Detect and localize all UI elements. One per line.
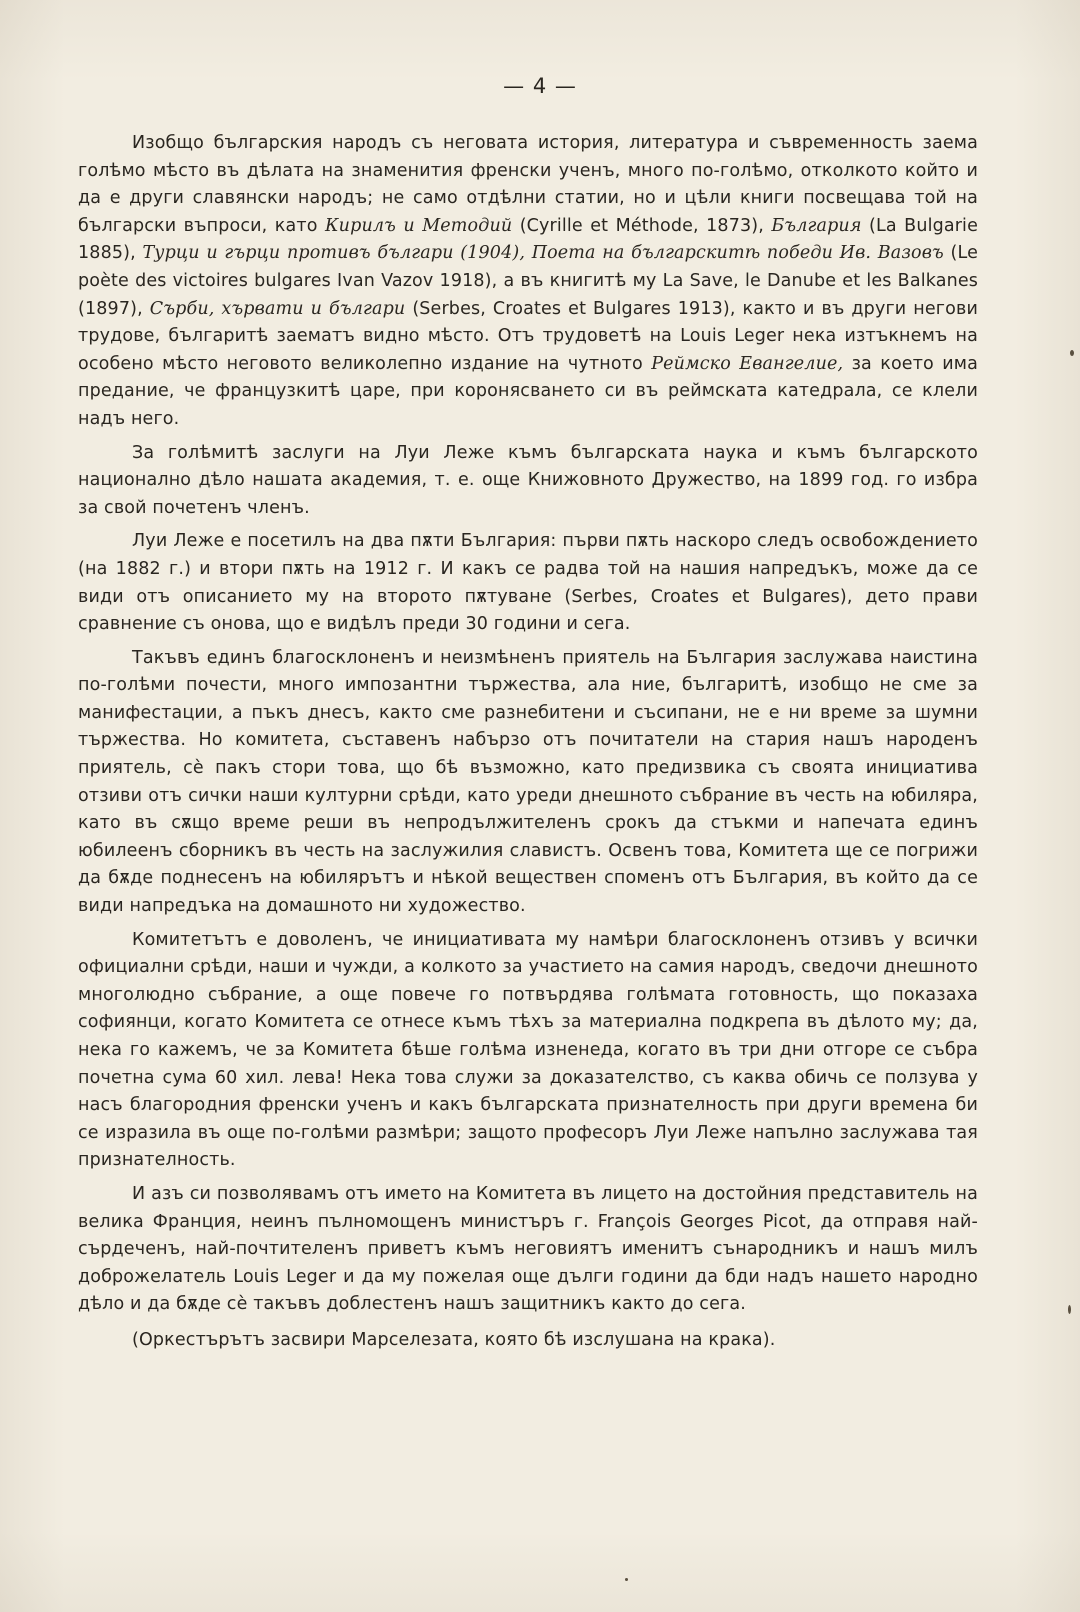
- text-run: И азъ си позволявамъ отъ името на Комитета въ лицето на достойния представитель на велика Франция, неинъ пълномощенъ министъръ г. François Georges Picot, да отправя най-сърдеченъ, най-почтителенъ приветъ къмъ неговиятъ именитъ сънародникъ и нашъ милъ доброжелатель Louis Leger и да му пожелая още дълги години да бди надъ нашето народно дѣло и да бѫде сè такъвъ доблестенъ нашъ защитникъ както до сега.: [78, 1183, 978, 1315]
- paragraph: [78, 645, 978, 921]
- italic-title: Реймско Евангелие,: [651, 353, 844, 374]
- text-run: Изобщо българския народъ съ неговата история, литература и съвременность заема голѣмо мѣсто въ дѣлата на знаменития френски ученъ, много по-голѣмо, отколкото който и да е други славянски народъ; не само отдѣлни статии, но и цѣли книги посвещава той на български въпроси, като: [78, 133, 978, 236]
- paragraph: [78, 130, 978, 434]
- paragraph: [78, 927, 978, 1175]
- italic-title: Сърби, хървати и българи: [149, 298, 406, 319]
- text-run: (Cyrille et Méthode, 1873),: [512, 215, 772, 236]
- text-run: (Оркестърътъ засвири Марселезата, която бѣ изслушана на крака).: [132, 1329, 776, 1350]
- paragraph: [78, 1181, 978, 1319]
- text-run: Такъвъ единъ благосклоненъ и неизмѣненъ приятель на България заслужава наистина по-голѣми почести, много импозантни тържества, ала ние, българитѣ, изобщо не сме за манифестации, а пъкъ днесъ, както сме разнебитени и съсипани, не е ни време за шумни тържества. Но комитета, съставенъ набързо отъ почитатели на стария нашъ народенъ приятель, сè пакъ стори това, що бѣ възможно, като предизвика съ своята инициатива отзиви отъ сички наши културни срѣди, като уреди днешното събрание въ честь на юбиляра, като въ сѫщо време реши въ непродължителенъ срокъ да стъкми и напечата единъ юбилеенъ сборникъ въ честь на заслужилия славистъ. Освенъ това, Комитета ще се погрижи да бѫде поднесенъ на юбилярътъ и нѣкой веществен споменъ отъ България, въ който да се види напредъка на домашното ни художество.: [78, 647, 978, 917]
- text-run: За голѣмитѣ заслуги на Луи Леже къмъ българската наука и къмъ българското национално дѣло нашата академия, т. е. още Книжовното Дружество, на 1899 год. го избра за свой почетенъ членъ.: [78, 442, 978, 518]
- scan-speck: [625, 1578, 628, 1581]
- text-run: Луи Леже е посетилъ на два пѫти България: първи пѫть наскоро следъ освобождението (на 1882 г.) и втори пѫть на 1912 г. И какъ се радва той на нашия напредъкъ, може да се види отъ описанието му на второто пѫтуване (Serbes, Croates et Bulgares), дето прави сравнение съ онова, що е видѣлъ преди 30 години и сега.: [78, 531, 978, 635]
- paragraph: [78, 528, 978, 638]
- text-body: [78, 130, 978, 1361]
- page-number: — 4 —: [503, 74, 577, 98]
- text-run: (Serbes, Croates et Bulgares 1913), както и въ други негови трудове, българитѣ заематъ видно мѣсто. Отъ трудоветѣ на Louis Leger нека изтъкнемъ на особено мѣсто неговото великолепно издание на чутното: [78, 298, 978, 374]
- italic-title: Кирилъ и Методий: [324, 215, 513, 236]
- italic-title: България: [771, 215, 862, 236]
- text-run: (La Bulgarie 1885),: [78, 215, 978, 264]
- italic-title: Турци и гърци противъ българи (1904), Поета на българскитѣ победи Ив. Вазовъ: [142, 243, 944, 264]
- paragraph: [78, 440, 978, 523]
- text-run: (Le poète des victoires bulgares Ivan Vazov 1918), а въ книгитѣ му La Save, le Danube et les Balkanes (1897),: [78, 243, 978, 319]
- text-run: Комитетътъ е доволенъ, че инициативата му намѣри благосклоненъ отзивъ у всички официални срѣди, наши и чужди, а колкото за участието на самия народъ, сведочи днешното многолюдно събрание, а още повече го потвърдява голѣмата готовность, що показаха софиянци, когато Комитета се отнесе къмъ тѣхъ за материална подкрепа въ дѣлото му; да, нека го кажемъ, че за Комитета бѣше голѣма изненеда, когато въ три дни отгоре се събра почетна сума 60 хил. лева! Нека това служи за доказателство, съ каква обичь се ползува у насъ благородния френски ученъ и какъ българската признателность при други времена би се изразила въ още по-голѣми размѣри; защото професоръ Луи Леже напълно заслужава тая признателность.: [78, 929, 978, 1171]
- text-run: за което има предание, че французкитѣ царе, при коронясването си въ реймската катедрала, се клели надъ него.: [78, 353, 978, 429]
- scan-speck: [1070, 350, 1074, 356]
- scan-speck: [1068, 1305, 1071, 1314]
- paragraph: [78, 1327, 978, 1355]
